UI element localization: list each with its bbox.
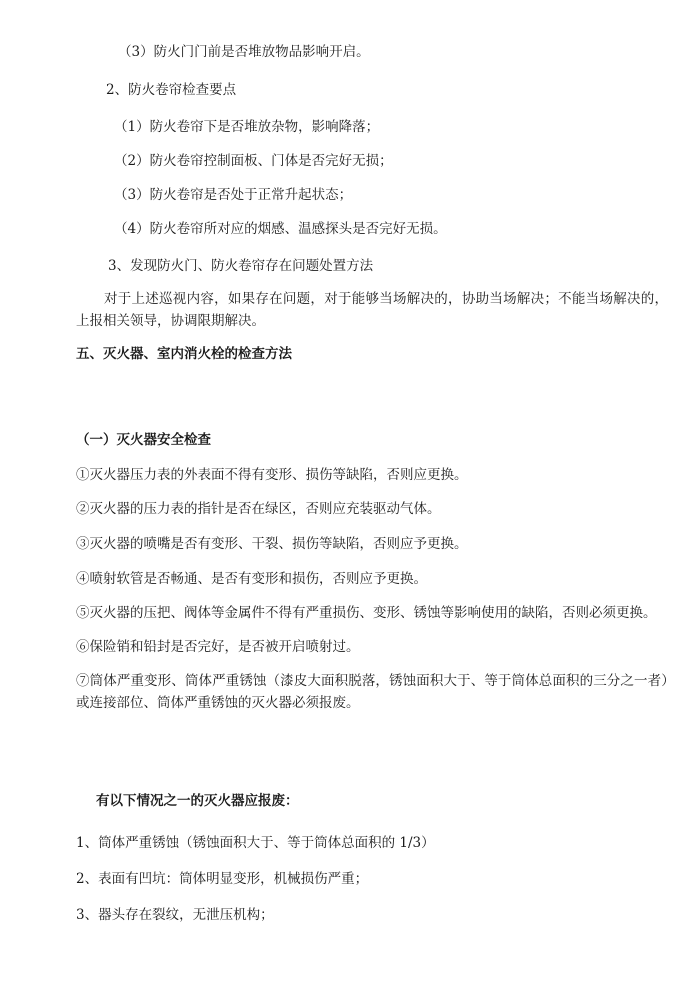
- shutter-heading: 2、防火卷帘检查要点: [106, 82, 237, 98]
- fire-door-item-3: （3）防火门门前是否堆放物品影响开启。: [118, 44, 370, 60]
- section-five-heading: 五、灭火器、室内消火栓的检查方法: [76, 346, 292, 362]
- shutter-item-1: （1）防火卷帘下是否堆放杂物，影响降落；: [114, 119, 380, 135]
- shutter-item-2: （2）防火卷帘控制面板、门体是否完好无损；: [114, 153, 393, 169]
- shutter-item-3: （3）防火卷帘是否处于正常升起状态；: [114, 187, 353, 203]
- scrap-item-3: 3、器头存在裂纹，无泄压机构；: [76, 907, 274, 923]
- extinguisher-item-7: ⑦筒体严重变形、筒体严重锈蚀（漆皮大面积脱落，锈蚀面积大于、等于筒体总面积的三分之一者）或连接部位、筒体严重锈蚀的灭火器必须报废。: [76, 673, 668, 711]
- extinguisher-item-5: ⑤灭火器的压把、阀体等金属件不得有严重损伤、变形、锈蚀等影响使用的缺陷，否则必须更换。: [76, 605, 657, 621]
- extinguisher-item-6: ⑥保险销和铅封是否完好，是否被开启喷射过。: [76, 639, 360, 655]
- extinguisher-item-2: ②灭火器的压力表的指针是否在绿区，否则应充装驱动气体。: [76, 501, 441, 517]
- scrap-item-1: 1、筒体严重锈蚀（锈蚀面积大于、等于筒体总面积的 1/3）: [76, 835, 435, 851]
- extinguisher-check-heading: （一）灭火器安全检查: [76, 432, 211, 448]
- extinguisher-item-1: ①灭火器压力表的外表面不得有变形、损伤等缺陷，否则应更换。: [76, 467, 468, 483]
- extinguisher-item-4: ④喷射软管是否畅通、是否有变形和损伤，否则应予更换。: [76, 571, 427, 587]
- shutter-item-4: （4）防火卷帘所对应的烟感、温感探头是否完好无损。: [114, 221, 447, 237]
- scrap-item-2: 2、表面有凹坑：筒体明显变形，机械损伤严重；: [76, 871, 369, 887]
- handling-paragraph: 对于上述巡视内容，如果存在问题，对于能够当场解决的，协助当场解决；不能当场解决的，上报相关领导，协调限期解决。: [76, 291, 668, 329]
- scrap-heading: 有以下情况之一的灭火器应报废：: [96, 793, 299, 809]
- extinguisher-item-3: ③灭火器的喷嘴是否有变形、干裂、损伤等缺陷，否则应予更换。: [76, 536, 468, 552]
- handling-heading: 3、发现防火门、防火卷帘存在问题处置方法: [108, 258, 374, 274]
